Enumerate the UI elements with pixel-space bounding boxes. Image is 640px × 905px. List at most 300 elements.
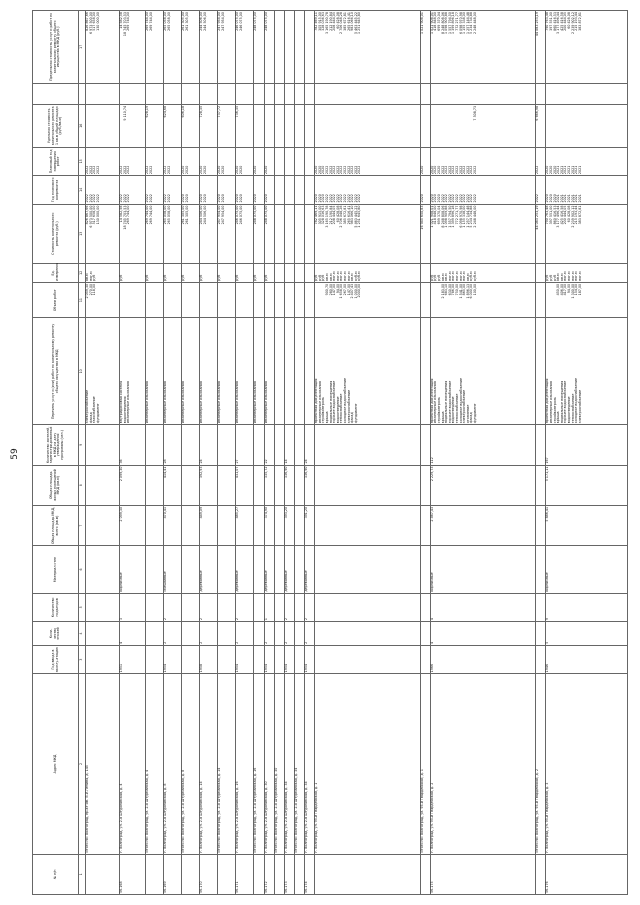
cell-line: 2020 [202,165,207,175]
cell-c11 [420,282,430,318]
cell-line: руб [314,274,319,281]
cell-c1 [145,854,163,894]
cell-c3: 1954 [284,645,294,673]
cell-c16 [119,104,145,147]
cell-line: 383 872,81 [577,205,582,225]
cell-c11 [182,282,200,318]
cell-c17 [236,11,254,84]
cell-line: водоотведение [451,396,456,424]
cell-c9 [182,425,200,465]
cell-c15 [430,147,535,175]
cell-line: 2022 [339,194,344,203]
cell-line: 790 763,48 [545,12,550,31]
cell-line: 2022 [447,194,452,203]
cell-c2 [430,674,535,854]
cell-line: 187,00 [577,283,582,296]
cell-c7 [218,505,236,545]
cell-line: 2020 [217,165,222,175]
cell-line: 118,00 [92,283,97,296]
cell-line: Итого по: Волгоград, ул. 2-я Штурманская, д. 34 [294,767,298,853]
cell-line: 900,70 [325,283,330,296]
cell-c16b [86,83,120,104]
cell-line: 2020 [202,194,207,203]
cell-line: 2020 [253,194,258,203]
header-cell-6: Материал стен [33,546,79,593]
cell-c9: 27 [236,425,254,465]
cell-line: 2022 [85,165,89,175]
cell-line: руб [181,274,186,281]
cell-line: 16 945 650,83 [419,205,424,230]
cell-line: руб [429,274,434,281]
cell-c9: 14 [284,425,294,465]
cell-c16b [546,83,628,104]
cell-line: 1 155 338,00 [462,205,467,228]
cell-line: 1 098 909,88 [444,12,449,35]
cell-line: проектная документация [545,378,550,424]
cell-line: 265 058,00 [166,12,171,31]
header-cell-10: Перечень услуг и (или) работ по капитальному ремонту общего имущества в МКД [33,318,79,425]
cell-line: 2021 [574,165,579,175]
cell-line: 1 557 794,50 [447,12,452,35]
table-row [182,11,200,895]
cell-line: подвальные помещения [328,380,333,424]
cell-line: 517 658,00 [92,205,97,225]
cell-line: г. Волгоград, ул. 2-я Штурманская, д. 8 [163,783,168,853]
cell-line: 94,00 [335,283,340,294]
cell-line: пог.м [343,271,348,281]
cell-line: 2022 [346,194,351,203]
cell-c4 [86,622,120,646]
cell-c15 [86,147,120,175]
cell-line: 2022 [122,165,127,175]
cell-c7: 470,41 [164,505,182,545]
cell-c16b [295,83,305,104]
cell-line: Итого по: Волгоград, ул. 2-я Штурманская, д. 4 [144,769,149,853]
cell-c16b [264,83,274,104]
cell-line: 2022 [118,194,123,203]
cell-line: 2020 [545,194,550,203]
cell-c7: 2 467,43 [430,505,535,545]
cell-line: стройконтроль [321,396,326,424]
cell-c17 [164,11,182,84]
cell-line: Итого по: Волгоград, ул. 2-я Штурманская, д. 14 [217,767,222,853]
cell-line: 3 177 496,44 [556,12,561,35]
cell-line: 1 658,00 [339,283,344,299]
cell-c2 [164,674,182,854]
cell-line: пог.м [451,271,456,281]
cell-line: 2021 [577,194,582,203]
cell-c16 [536,104,546,147]
cell-c15 [264,147,274,175]
cell-line: 2020 [552,194,557,203]
cell-line: 860 416,53 [552,12,557,31]
cell-line: 2022 [451,165,456,175]
cell-line: 2022 [85,194,89,203]
cell-line: 2022 [325,165,330,175]
cell-c10 [145,318,163,425]
cell-c11 [274,282,284,318]
cell-c5 [218,593,236,621]
cell-line: 385 672,81 [343,12,348,31]
cell-line: 2020 [419,194,424,203]
cell-line: 2020 [199,194,204,203]
cell-c11 [145,282,163,318]
cell-c13 [236,204,254,263]
cell-c6: деревянные [236,546,254,593]
cell-line: горячее водоснабжение [447,380,452,424]
cell-line: 265 616,41 [346,205,351,225]
cell-c1 [274,854,284,894]
cell-c16 [254,104,264,147]
column-number-4: 4 [79,622,86,646]
column-number-2: 2 [79,674,86,854]
cell-c3 [218,645,236,673]
cell-c12 [119,263,145,282]
cell-c4: 2 [236,622,254,646]
cell-c11 [200,282,218,318]
cell-line: 2020 [545,165,550,175]
cell-line: 2022 [335,194,340,203]
cell-line: 2020 [548,165,553,175]
cell-c3 [420,645,430,673]
cell-line: 2022 [440,165,445,175]
cell-c11 [284,282,294,318]
cell-c16 [264,104,274,147]
cell-c9: 112 [430,425,535,465]
cell-line: 269 744,00 [148,12,153,31]
cell-line: 212 190,84 [328,12,333,31]
cell-line: подвальные помещения [559,380,564,424]
cell-c10 [305,318,315,425]
cell-line: 328 036,63 [321,12,326,31]
cell-c16 [546,104,628,147]
cell-line: Итого по: Волгоград, ул. 2-я Штурманская, д. 30 [273,767,278,853]
cell-line: 2022 [458,165,463,175]
cell-c9: 36 [119,425,145,465]
cell-c17 [295,11,305,84]
cell-line: 2020 [220,194,225,203]
cell-line: пог.м [458,271,463,281]
cell-c4 [420,622,430,646]
cell-c16 [274,104,284,147]
cell-line: пог.м [577,271,582,281]
cell-line: 2022 [472,194,477,203]
cell-line: 450,00 [556,283,561,296]
cell-line: куб.м [472,271,477,281]
cell-c1: 56.171 [236,854,254,894]
cell-line: 44 083 253,19 [535,205,540,230]
cell-c3: 1958 [200,645,218,673]
column-number-1: 1 [79,854,86,894]
cell-c14 [182,176,200,204]
cell-line: 2022 [339,165,344,175]
cell-c16 [86,104,120,147]
cell-line: 305 915,00 [317,12,322,31]
cell-line: 2020 [184,194,189,203]
cell-line: 2022 [166,194,171,203]
cell-line: 2022 [95,194,100,203]
cell-c16b [182,83,200,104]
cell-line: 2 248 448,00 [472,12,477,35]
cell-c14 [315,176,420,204]
cell-line: пог.м [88,271,93,281]
cell-line: 2 059,30 [85,283,89,299]
cell-c15 [119,147,145,175]
cell-c15 [274,147,284,175]
cell-line: 215 193,44 [574,205,579,225]
cell-line: 2022 [122,194,127,203]
cell-line: руб [433,274,438,281]
cell-c8 [86,465,120,505]
cell-line: 1 251 645,80 [357,205,362,228]
cell-c14 [546,176,628,204]
cell-line: 2020 [317,165,322,175]
cell-line: электроснабжение [346,389,351,424]
cell-c7 [182,505,200,545]
cell-line: инженерные изыскания [217,381,222,424]
cell-line: 2020 [199,165,204,175]
cell-c10 [284,318,294,425]
cell-line: 269 744,00 [148,205,153,225]
cell-line: электроснабжение [85,389,89,424]
cell-c16b [164,83,182,104]
cell-line: инженерные изыскания [181,381,186,424]
cell-c12 [145,263,163,282]
page-number: 59 [10,448,20,460]
cell-line: 2020 [217,194,222,203]
cell-c14 [218,176,236,204]
cell-line: 8 248 808,06 [440,205,445,228]
cell-line: 261 305,00 [184,12,189,31]
cell-line: 2021 [566,194,571,203]
cell-line: 2022 [451,194,456,203]
cell-c14 [119,176,145,204]
cell-c11 [264,282,274,318]
cell-line: Итого по: Волгоград, ул. 2-я Штурманская, д. 16 [253,767,258,853]
cell-c13 [430,204,535,263]
cell-c8: 335,72 [264,465,274,505]
cell-c14 [145,176,163,204]
cell-line: кв.м [556,273,561,281]
cell-c8 [420,465,430,505]
cell-line: г. Волгоград, ул. 2-я Штурманская, д. 16 [235,781,240,853]
cell-line: 244 506,00 [199,12,204,31]
cell-c8 [254,465,264,505]
cell-c7: 391,20 [305,505,315,545]
cell-line: кв.м [465,273,470,281]
cell-line: руб [217,274,222,281]
cell-c6 [218,546,236,593]
cell-line: 2022 [335,165,340,175]
cell-line: 2020 [429,165,434,175]
cell-c7 [536,505,546,545]
cell-c16b [305,83,315,104]
cell-line: горячее водоснабжение [332,380,337,424]
cell-c15 [284,147,294,175]
table-row [145,11,163,895]
cell-line: 248 075,00 [263,205,268,225]
cell-c10 [430,318,535,425]
cell-line: 1 021 908,01 [429,205,434,228]
column-number-16: 16 [79,104,86,147]
cell-c6: кирпичные [430,546,535,593]
cell-c6 [295,546,305,593]
table-row [86,11,120,895]
cell-c12 [218,263,236,282]
cell-line: 244 506,00 [202,205,207,225]
cell-line: 2021 [556,165,561,175]
cell-c3 [274,645,284,673]
cell-c13 [274,204,284,263]
header-cell-3: Год ввода в эксплу-атацию [33,645,79,673]
cell-c1 [420,854,430,894]
cell-c14 [164,176,182,204]
cell-c8: 431,07 [236,465,254,505]
cell-line: 2022 [454,165,459,175]
cell-line: 9 110,74 [122,105,127,121]
cell-c3: 1954 [236,645,254,673]
cell-c8 [182,465,200,505]
cell-c7: 449,09 [200,505,218,545]
cell-line: 2021 [566,165,571,175]
cell-line: 2020 [437,194,441,203]
table-row [284,11,294,895]
cell-c16b [274,83,284,104]
cell-c7: 393,20 [284,505,294,545]
cell-line: пог.м [447,271,452,281]
column-number-15: 15 [79,147,86,175]
cell-line: руб [253,274,258,281]
cell-c9 [295,425,305,465]
cell-c3 [254,645,264,673]
cell-line: руб [199,274,204,281]
cell-c11 [430,282,535,318]
cell-line: 1 257 144,48 [465,12,470,35]
cell-line: 406,00 [559,283,564,296]
cell-c1: 56.176 [546,854,628,894]
cell-c17 [182,11,200,84]
cell-line: 18 745 703,53 [122,12,127,37]
cell-c6: деревянные [200,546,218,593]
cell-line: 248 075,00 [253,205,258,225]
cell-line: 3 177 496,44 [556,205,561,228]
cell-line: кв.м [559,273,564,281]
header-cell-18: Предельная стоимость услуг и работ по капитальному ремонту общего имущества в МКД (руб.) [33,11,79,84]
cell-line: 2022 [350,194,355,203]
cell-line: фасад [88,412,93,424]
column-number-9: 9 [79,425,86,465]
cell-line: 7 508,73 [472,105,477,121]
cell-c5: 2 [236,593,254,621]
cell-c10 [164,318,182,425]
cell-c10 [546,318,628,425]
cell-line: 2020 [235,194,240,203]
cell-line: 2022 [126,165,131,175]
cell-c5 [420,593,430,621]
cell-c2 [236,674,254,854]
cell-line: 1 251 645,80 [357,12,362,35]
cell-c15 [295,147,305,175]
cell-c13 [536,204,546,263]
cell-c17 [284,11,294,84]
table-row [218,11,236,895]
cell-c16 [305,104,315,147]
cell-c17 [546,11,628,84]
cell-line: водоотведения [122,396,127,424]
cell-line: 265 058,00 [163,205,168,225]
cell-c2 [119,674,145,854]
cell-c12 [200,263,218,282]
cell-c8 [536,465,546,505]
cell-c13 [264,204,274,263]
cell-line: пог.м [566,271,571,281]
cell-line: 2022 [472,165,477,175]
cell-c3 [145,645,163,673]
cell-line: 826 867,66 [85,205,89,225]
cell-line: кв.м [440,273,445,281]
cell-line: 2022 [144,194,149,203]
cell-line: 2000,00 [357,283,362,298]
cell-c9 [218,425,236,465]
column-number-8: 8 [79,465,86,505]
cell-line: 2020 [321,165,326,175]
cell-line: кв.м [85,273,89,281]
cell-line: пог.м [462,271,467,281]
cell-c15 [182,147,200,175]
cell-line: 2021 [563,165,568,175]
cell-c5 [145,593,163,621]
cell-line: 6 000,00 [469,283,474,299]
cell-c6 [182,546,200,593]
cell-line: руб [321,274,326,281]
cell-line: куб.м [353,271,358,281]
cell-line: 750,00 [454,283,459,296]
cell-c13 [218,204,236,263]
cell-c16 [315,104,420,147]
cell-c10 [200,318,218,425]
cell-line: 130 000,00 [95,205,100,225]
cell-c8: 414,41 [164,465,182,505]
table-row [536,11,546,895]
cell-c4: 5 [546,622,628,646]
cell-line: 418 848,00 [433,205,438,225]
cell-c9: 24 [200,425,218,465]
column-number-6: 6 [79,546,86,593]
cell-c6: кирпичные [119,546,145,593]
cell-line: инженерные изыскания [263,381,268,424]
header-cell-1: № п/п [33,854,79,894]
cell-line: 244 506,00 [199,205,204,225]
cell-c8: 2 229,73 [430,465,535,505]
cell-c13 [200,204,218,263]
cell-c4 [145,622,163,646]
cell-line: 2022 [357,194,362,203]
cell-line: 2 407,43 [350,283,355,299]
capital-repair-table [32,10,628,895]
cell-line: 397 551,00 [548,12,553,31]
cell-line: 2020 [437,165,441,175]
cell-c12 [182,263,200,282]
cell-line: куб.м [469,271,474,281]
cell-line: 2021 [570,165,575,175]
cell-line: 2022 [458,194,463,203]
cell-line: 2020 [263,165,268,175]
cell-c9: 24 [305,425,315,465]
cell-c6 [86,546,120,593]
cell-c3 [86,645,120,673]
cell-c12 [254,263,264,282]
cell-c17 [254,11,264,84]
